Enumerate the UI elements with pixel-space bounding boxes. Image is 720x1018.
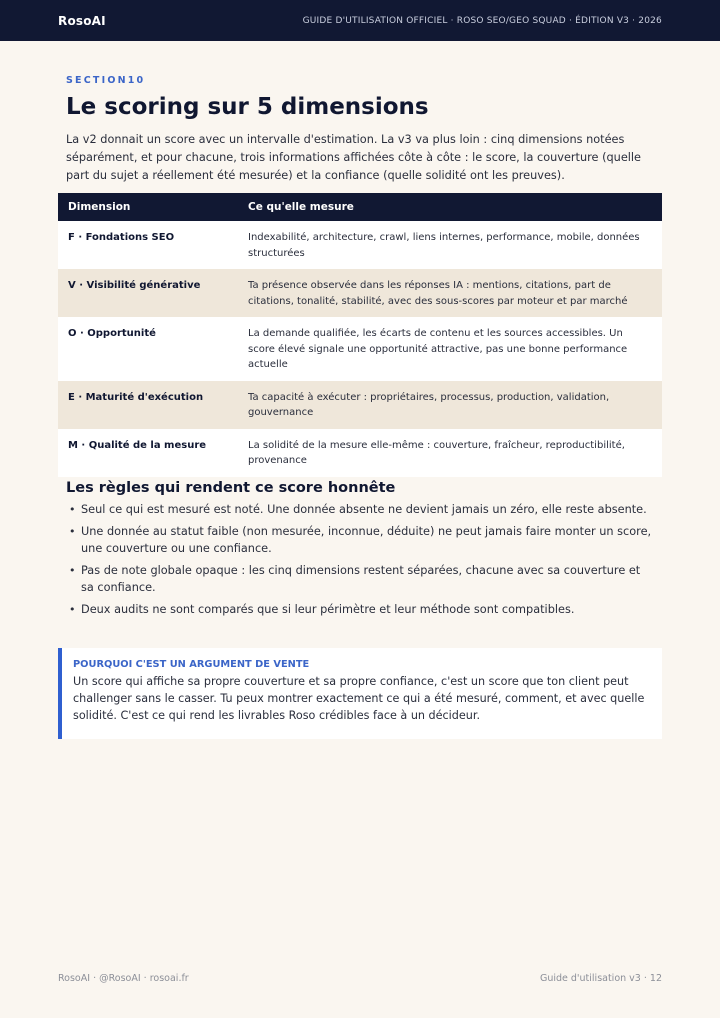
section-label: SECTION10 <box>66 75 146 86</box>
table-row <box>58 269 662 317</box>
dimensions-table <box>58 193 662 477</box>
brand-logo-text: RosoAI <box>58 13 106 28</box>
rule-text: Seul ce qui est mesuré est noté. Une donnée absente ne devient jamais un zéro, elle reste absente. <box>81 503 647 516</box>
page-footer <box>58 973 662 984</box>
list-item <box>66 523 656 558</box>
table-row <box>58 429 662 477</box>
rules-heading: Les règles qui rendent ce score honnête <box>66 480 396 496</box>
intro-paragraph: La v2 donnait un score avec un intervalle d'estimation. La v3 va plus loin : cinq dimensions notées séparément, et pour chacune, trois informations affichées côte à côte : le score, la couverture (quelle part du sujet a réellement été mesurée) et la confiance (quelle solidité ont les preuves). <box>66 133 641 182</box>
table-row <box>58 221 662 269</box>
list-item <box>66 562 656 597</box>
table-row <box>58 381 662 429</box>
footer-page-number: Guide d'utilisation v3 · 12 <box>539 973 662 984</box>
callout-box <box>58 648 662 739</box>
bullet-icon: • <box>69 503 76 516</box>
dimension-description: Indexabilité, architecture, crawl, liens internes, performance, mobile, données structurées <box>238 221 662 269</box>
table-row <box>58 317 662 381</box>
callout-title: POURQUOI C'EST UN ARGUMENT DE VENTE <box>73 659 310 670</box>
dimension-name: V · Visibilité générative <box>58 269 238 317</box>
list-item <box>66 501 656 519</box>
rule-text: Pas de note globale opaque : les cinq dimensions restent séparées, chacune avec sa couverture et sa confiance. <box>81 563 641 594</box>
bullet-icon: • <box>69 524 76 538</box>
section-intro <box>66 75 656 185</box>
dimension-description: Ta capacité à exécuter : propriétaires, processus, production, validation, gouvernance <box>238 381 662 429</box>
page-title: Le scoring sur 5 dimensions <box>66 94 429 120</box>
dimension-name: M · Qualité de la mesure <box>58 429 238 477</box>
dimension-description: La solidité de la mesure elle-même : couverture, fraîcheur, reproductibilité, provenance <box>238 429 662 477</box>
dimension-name: E · Maturité d'exécution <box>58 381 238 429</box>
top-bar <box>0 0 720 41</box>
column-header-dimension: Dimension <box>58 193 238 221</box>
footer-left: RosoAI · @RosoAI · rosoai.fr <box>58 973 189 984</box>
dimension-name: F · Fondations SEO <box>58 221 238 269</box>
dimension-name: O · Opportunité <box>58 317 238 381</box>
dimension-description: Ta présence observée dans les réponses IA : mentions, citations, part de citations, tonalité, stabilité, avec des sous-scores par moteur et par marché <box>238 269 662 317</box>
list-item <box>66 601 656 619</box>
bullet-icon: • <box>69 563 76 577</box>
bullet-icon: • <box>69 602 76 616</box>
rule-text: Une donnée au statut faible (non mesurée, inconnue, déduite) ne peut jamais faire monter un score, une couverture ou une confiance. <box>81 524 652 555</box>
dimension-description: La demande qualifiée, les écarts de contenu et les sources accessibles. Un score élevé signale une opportunité attractive, pas une bonne performance actuelle <box>238 317 662 381</box>
header-meta: GUIDE D'UTILISATION OFFICIEL · ROSO SEO/GEO SQUAD · ÉDITION V3 · 2026 <box>302 15 662 26</box>
column-header-description: Ce qu'elle mesure <box>238 193 662 221</box>
table-header-row <box>58 193 662 221</box>
rules-section <box>66 478 656 622</box>
rules-list <box>66 501 656 618</box>
callout-body: Un score qui affiche sa propre couverture et sa propre confiance, c'est un score que ton client peut challenger sans le casser. Tu peux montrer exactement ce qui a été mesuré, comment, et avec quelle solidité. C'est ce qui rend les livrables Roso crédibles face à un décideur. <box>73 675 645 722</box>
rule-text: Deux audits ne sont comparés que si leur périmètre et leur méthode sont compatibles. <box>81 602 575 616</box>
